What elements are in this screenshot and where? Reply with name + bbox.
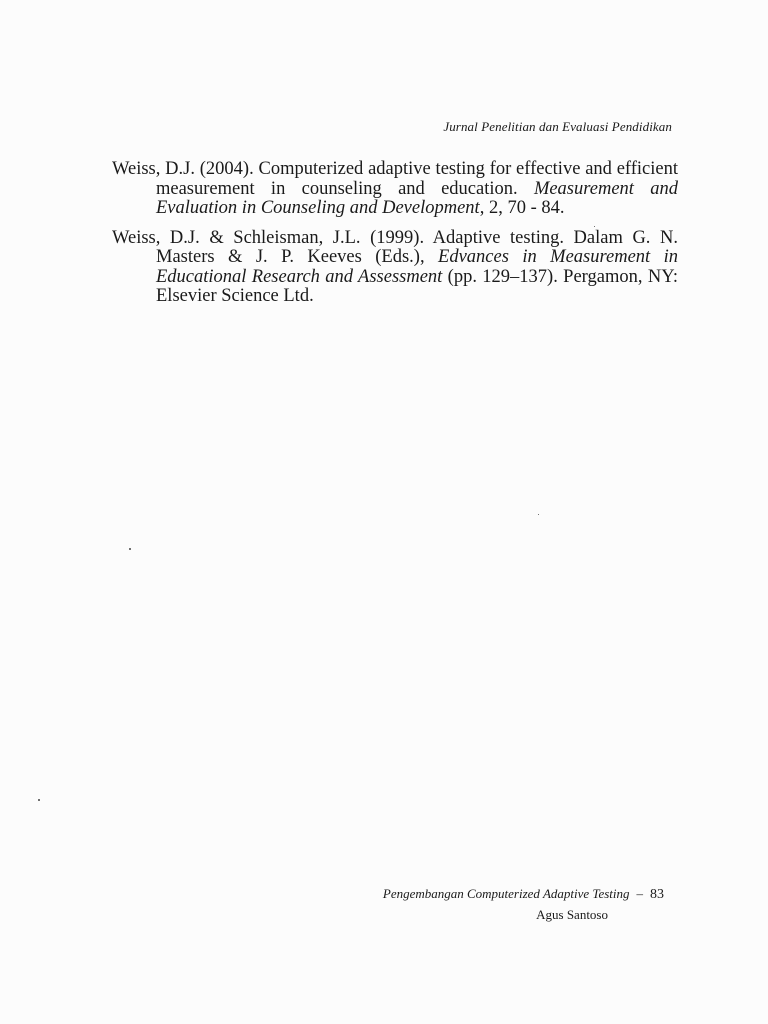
reference-text: Weiss, D.J. (2004). Computerized adaptive testing for effective and efficient measurement in counseling and education. — [112, 159, 678, 199]
journal-title: Jurnal Penelitian dan Evaluasi Pendidikan — [443, 119, 672, 134]
running-footer — [383, 884, 664, 925]
reference-text: Weiss, D.J. & Schleisman, J.L. (1999). Adaptive testing. Dalam G. N. Masters & J. P. Keeves (Eds.), — [112, 227, 678, 267]
scan-speck — [38, 799, 40, 801]
scan-speck — [129, 548, 131, 550]
author-name: Agus Santoso — [536, 907, 608, 922]
reference-entry — [112, 160, 678, 219]
running-header — [443, 119, 672, 135]
scan-speck — [594, 226, 595, 227]
reference-source-title: Measurement and Evaluation in Counseling and Development — [156, 178, 678, 218]
reference-entry — [112, 229, 678, 307]
footer-separator: – — [636, 886, 643, 901]
reference-details: (pp. 129–137). Pergamon, NY: Elsevier Science Ltd. — [156, 266, 678, 306]
reference-list — [112, 160, 678, 317]
reference-details: , 2, 70 - 84. — [479, 198, 565, 218]
reference-source-title: Edvances in Measurement in Educational Research and Assessment — [156, 247, 679, 287]
page-number: 83 — [650, 887, 664, 902]
article-title: Pengembangan Computerized Adaptive Testing — [382, 886, 630, 901]
scan-speck — [538, 514, 539, 515]
